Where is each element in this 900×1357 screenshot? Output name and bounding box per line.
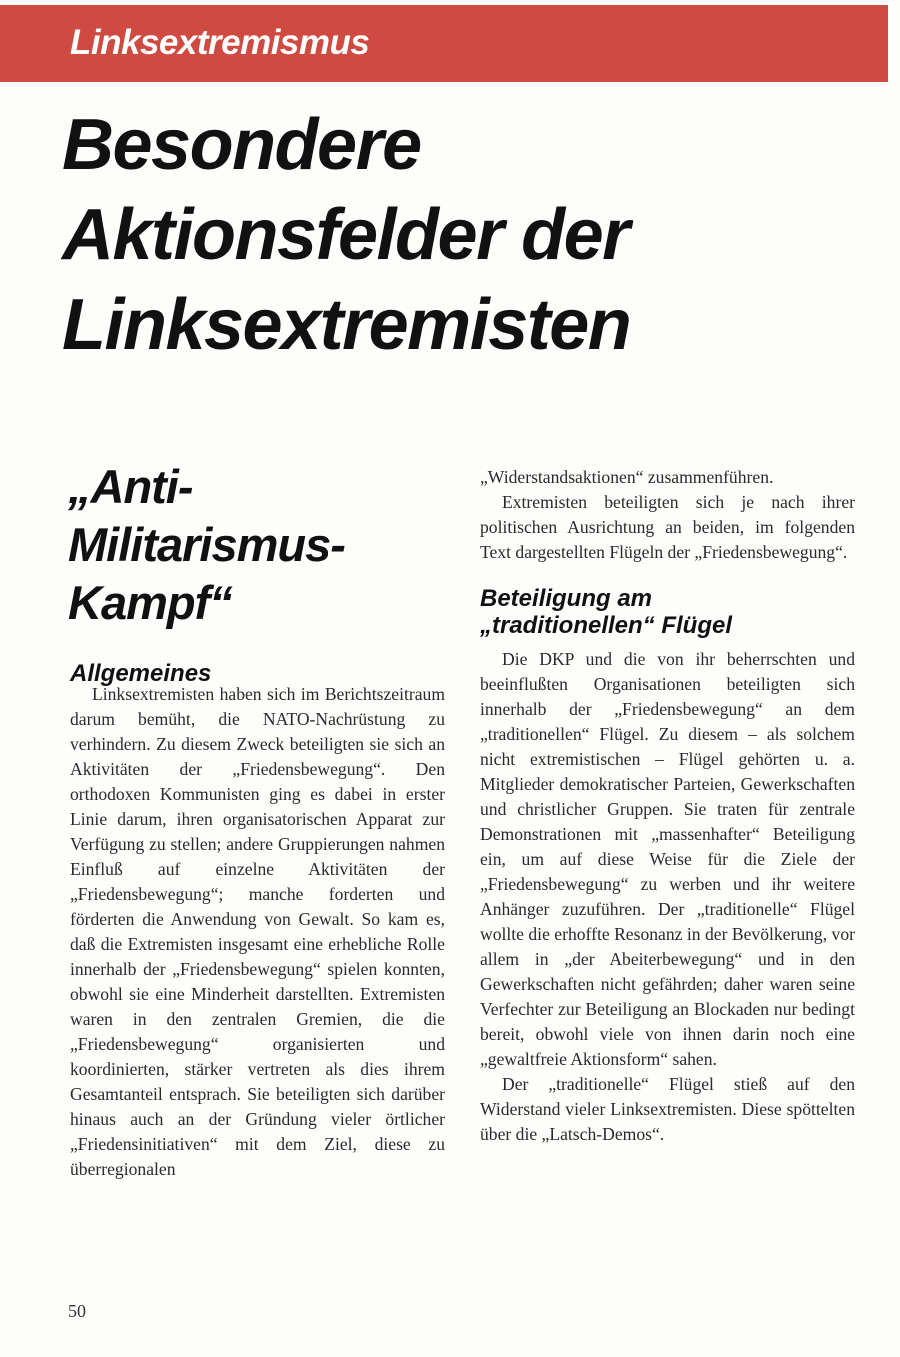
left-column	[70, 682, 445, 1182]
body-paragraph: Extremisten beteiligten sich je nach ihrer politischen Ausrichtung an beiden, im folgenden Text dargestellten Flügeln der „Friedensbewegung“.	[480, 492, 855, 562]
chapter-title-line: Kampf“	[68, 576, 232, 629]
right-column	[480, 465, 855, 1147]
subsection-heading-allgemeines: Allgemeines	[70, 660, 212, 687]
chapter-title-line: „Anti-	[68, 460, 193, 513]
section-label: Linksextremismus	[70, 23, 370, 62]
chapter-title	[68, 458, 345, 632]
body-paragraph: Die DKP und die von ihr beherrschten und beeinflußten Organisationen beteiligten sich innerhalb der „Friedensbewegung“ an dem „traditionellen“ Flügel. Zu diesem – als solchem nicht extremistischen – Flügel gehörten u. a. Mitglieder demokratischer Parteien, Gewerkschaften und christlicher Gruppen. Sie traten für zentrale Demonstrationen mit „massenhafter“ Beteiligung ein, um auf diese Weise für die Ziele der „Friedensbewegung“ zu werben und ihr weitere Anhänger zuzuführen. Der „traditionelle“ Flügel wollte die erhoffte Resonanz in der Bevölkerung, vor allem in „der Abeiterbewegung“ und in den Gewerkschaften nicht gefährden; daher waren seine Verfechter zur Beteiligung an Blockaden nur bedingt bereit, obwohl viele von ihnen darin noch eine „gewaltfreie Aktionsform“ sahen.	[480, 649, 855, 1069]
page-number: 50	[68, 1301, 86, 1321]
page-title-line: Aktionsfelder der	[62, 195, 629, 275]
chapter-title-line: Militarismus-	[68, 518, 345, 571]
body-paragraph-continuation: „Widerstandsaktionen“ zusammenführen.	[480, 467, 774, 487]
subsection-heading-line: Beteiligung am	[480, 585, 653, 612]
subsection-heading-traditionell	[480, 585, 855, 639]
page-title-line: Besondere	[62, 105, 421, 185]
body-paragraph: Linksextremisten haben sich im Berichtszeitraum darum bemüht, die NATO-Nachrüstung zu verhindern. Zu diesem Zweck beteiligten sie sich an Aktivitäten der „Friedensbewegung“. Den orthodoxen Kommunisten ging es dabei in erster Linie darum, ihren organisatorischen Apparat zur Verfügung zu stellen; andere Gruppierungen nahmen Einfluß auf einzelne Aktivitäten der „Friedensbewegung“; manche forderten und förderten die Anwendung von Gewalt. So kam es, daß die Extremisten insgesamt eine erhebliche Rolle innerhalb der „Friedensbewegung“ spielen konnten, obwohl sie eine Minderheit darstellten. Extremisten waren in den zentralen Gremien, die die „Friedensbewegung“ organisierten und koordinierten, stärker vertreten als dies ihrem Gesamtanteil entsprach. Sie beteiligten sich darüber hinaus auch an der Gründung vieler örtlicher „Friedensinitiativen“ mit dem Ziel, diese zu überregionalen	[70, 684, 445, 1179]
page-title	[62, 100, 630, 370]
section-header-band	[0, 5, 888, 82]
page-title-line: Linksextremisten	[62, 285, 631, 365]
body-paragraph: Der „traditionelle“ Flügel stieß auf den Widerstand vieler Linksextremisten. Diese spöttelten über die „Latsch-Demos“.	[480, 1074, 855, 1144]
subsection-heading-line: „traditionellen“ Flügel	[480, 612, 733, 639]
